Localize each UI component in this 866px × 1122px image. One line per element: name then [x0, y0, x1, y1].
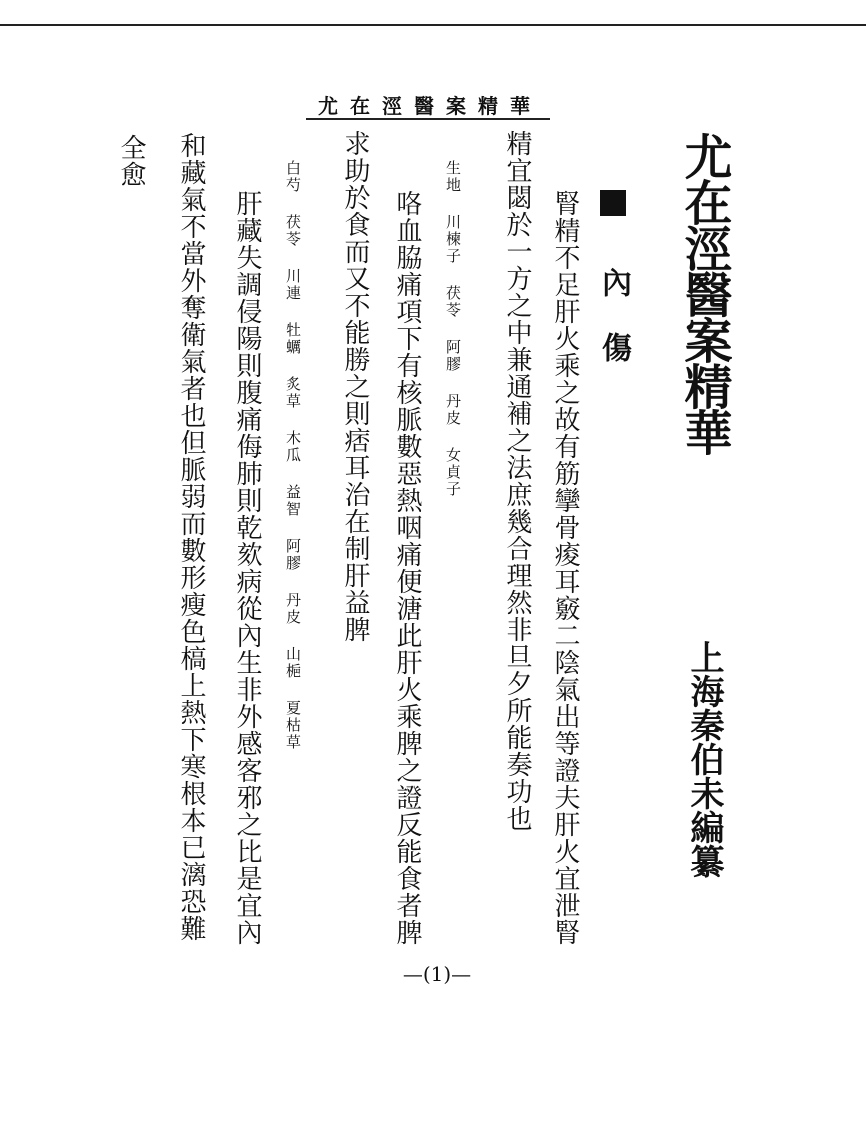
case2-column-1: 咯血脇痛項下有核脈數惡熱咽痛便溏此肝火乘脾之證反能食者脾	[392, 190, 422, 946]
section-label: 內 傷	[596, 267, 631, 362]
case3-column-3: 全愈	[116, 134, 146, 188]
page-number: —(1)—	[402, 962, 472, 986]
case2-column-2: 求助於食而又不能勝之則痞耳治在制肝益脾	[340, 130, 370, 643]
case1-column-2: 精宜閟於一方之中兼通補之法庶幾合理然非旦夕所能奏功也	[502, 130, 532, 832]
author-line: 上海秦伯未編纂	[684, 640, 724, 878]
page-title: 尤在涇醫案精華	[676, 132, 732, 454]
header-rule	[306, 118, 550, 120]
section-marker-icon	[600, 190, 626, 216]
case3-column-2: 和藏氣不當外奪衛氣者也但脈弱而數形瘦色槁上熱下寒根本已漓恐難	[176, 132, 206, 942]
prescription-1: 生地 川楝子 茯苓 阿膠 丹皮 女貞子	[444, 160, 462, 498]
prescription-2: 白芍 茯苓 川連 牡蠣 炙草 木瓜 益智 阿膠 丹皮 山梔 夏枯草	[284, 160, 302, 751]
top-rule	[0, 24, 866, 26]
case1-column-1: 腎精不足肝火乘之故有筋攣骨痠耳竅二陰氣出等證夫肝火宜泄腎	[550, 190, 580, 946]
running-header: 尤在涇醫案精華	[318, 94, 542, 118]
case3-column-1: 肝藏失調侵陽則腹痛侮肺則乾欬病從內生非外感客邪之比是宜內	[232, 190, 262, 946]
section-heading	[596, 190, 630, 362]
